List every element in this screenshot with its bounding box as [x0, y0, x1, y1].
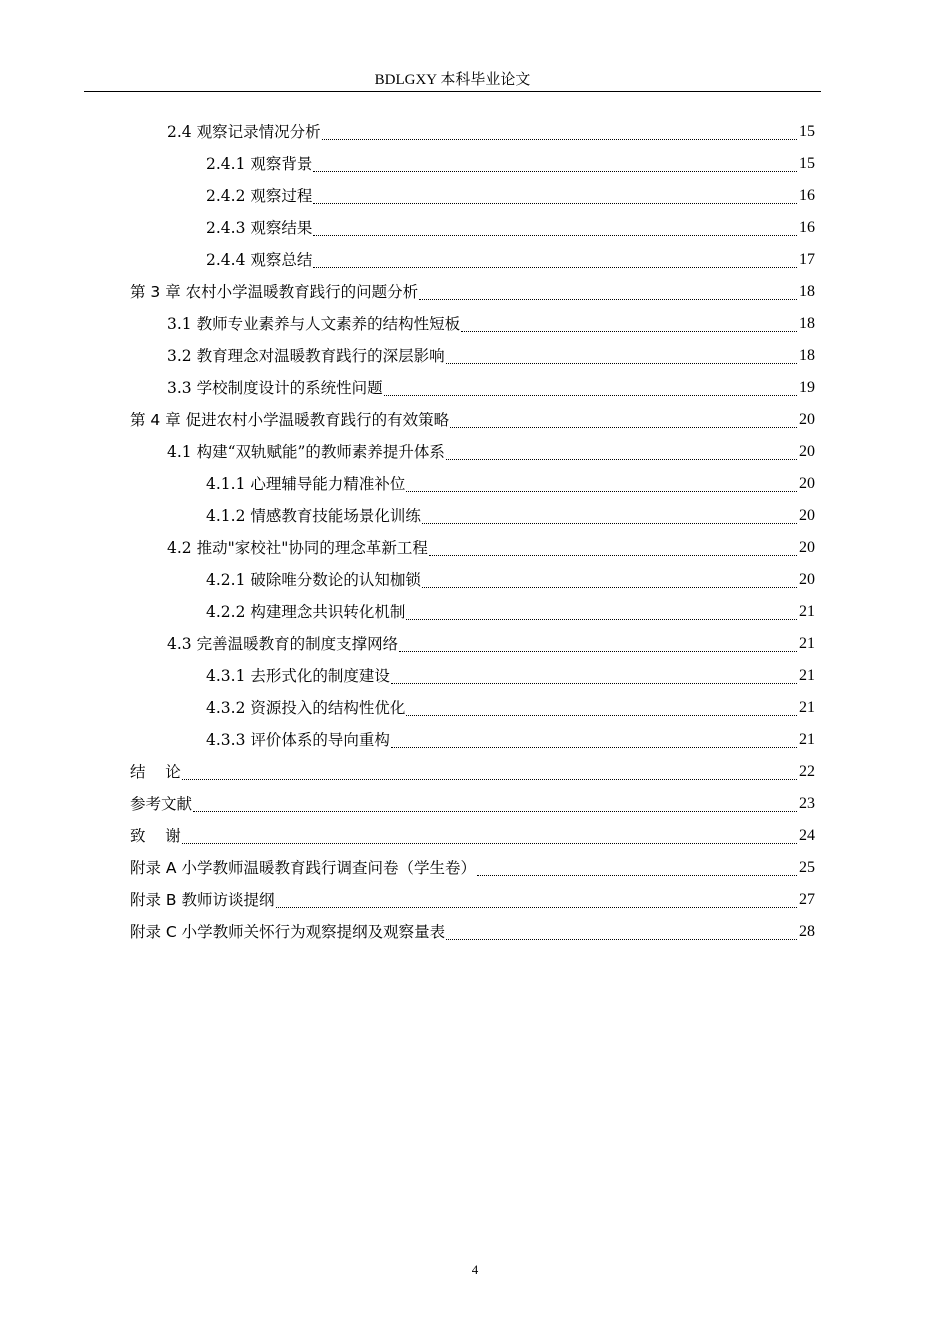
toc-entry-label: 3.3 学校制度设计的系统性问题 [167, 379, 383, 397]
toc-entry-appendix-a[interactable] [130, 852, 815, 884]
toc-entry-label: 附录 C 小学教师关怀行为观察提纲及观察量表 [130, 923, 446, 941]
toc-entry-page: 18 [799, 283, 815, 300]
toc-entry-label: 4.1.1 心理辅导能力精准补位 [206, 475, 406, 493]
toc-entry-page: 20 [799, 443, 815, 460]
toc-leader-dots [313, 180, 797, 212]
toc-entry-page: 21 [799, 603, 815, 620]
toc-entry-page: 16 [799, 187, 815, 204]
toc-entry-label: 3.1 教师专业素养与人文素养的结构性短板 [167, 315, 461, 333]
toc-entry-label: 2.4.3 观察结果 [206, 219, 313, 237]
toc-entry-label: 附录 B 教师访谈提纲 [130, 891, 275, 909]
toc-leader-dots [419, 276, 797, 308]
toc-entry-page: 25 [799, 859, 815, 876]
toc-entry-2-4-1[interactable] [206, 148, 815, 180]
toc-entry-2-4-3[interactable] [206, 212, 815, 244]
toc-entry-label: 结 论 [130, 763, 181, 781]
toc-entry-label: 4.1 构建“双轨赋能”的教师素养提升体系 [167, 443, 445, 461]
toc-entry-chapter-3[interactable] [130, 276, 815, 308]
toc-entry-appendix-b[interactable] [130, 884, 815, 916]
toc-leader-dots [450, 404, 797, 436]
toc-leader-dots [406, 596, 797, 628]
toc-entry-label: 2.4.4 观察总结 [206, 251, 313, 269]
page-number: 4 [471, 1262, 479, 1277]
toc-entry-label: 2.4.1 观察背景 [206, 155, 313, 173]
toc-entry-3-3[interactable] [167, 372, 815, 404]
toc-entry-page: 21 [799, 635, 815, 652]
toc-leader-dots [391, 724, 797, 756]
toc-leader-dots [461, 308, 797, 340]
toc-entry-4-2-2[interactable] [206, 596, 815, 628]
toc-entry-4-3-2[interactable] [206, 692, 815, 724]
toc-entry-page: 20 [799, 507, 815, 524]
toc-leader-dots [446, 436, 797, 468]
toc-entry-page: 16 [799, 219, 815, 236]
toc-entry-4-3-1[interactable] [206, 660, 815, 692]
toc-leader-dots [399, 628, 797, 660]
toc-entry-label: 参考文献 [130, 795, 193, 813]
toc-entry-label: 4.3.1 去形式化的制度建设 [206, 667, 390, 685]
toc-entry-page: 20 [799, 411, 815, 428]
toc-entry-label: 第 4 章 促进农村小学温暖教育践行的有效策略 [130, 411, 450, 429]
toc-entry-references[interactable] [130, 788, 815, 820]
toc-entry-page: 20 [799, 539, 815, 556]
toc-leader-dots [406, 692, 797, 724]
toc-entry-4-3[interactable] [167, 628, 815, 660]
toc-entry-label: 附录 A 小学教师温暖教育践行调查问卷（学生卷） [130, 859, 476, 877]
toc-leader-dots [446, 340, 797, 372]
toc-entry-page: 24 [799, 827, 815, 844]
toc-entry-2-4-4[interactable] [206, 244, 815, 276]
toc-leader-dots [422, 500, 797, 532]
toc-leader-dots [477, 852, 797, 884]
toc-leader-dots [322, 116, 797, 148]
toc-entry-label: 第 3 章 农村小学温暖教育践行的问题分析 [130, 283, 419, 301]
toc-entry-4-2[interactable] [167, 532, 815, 564]
toc-entry-page: 15 [799, 155, 815, 172]
toc-entry-page: 23 [799, 795, 815, 812]
toc-entry-3-2[interactable] [167, 340, 815, 372]
toc-entry-page: 28 [799, 923, 815, 940]
toc-leader-dots [313, 148, 797, 180]
toc-entry-conclusion[interactable] [130, 756, 815, 788]
toc-entry-label: 2.4 观察记录情况分析 [167, 123, 321, 141]
toc-entry-page: 19 [799, 379, 815, 396]
toc-entry-label: 4.3.3 评价体系的导向重构 [206, 731, 390, 749]
toc-leader-dots [313, 244, 797, 276]
toc-entry-page: 18 [799, 315, 815, 332]
toc-entry-4-1-1[interactable] [206, 468, 815, 500]
toc-entry-page: 17 [799, 251, 815, 268]
toc-entry-4-1-2[interactable] [206, 500, 815, 532]
toc-entry-label: 3.2 教育理念对温暖教育践行的深层影响 [167, 347, 445, 365]
header-divider [84, 91, 821, 92]
toc-entry-4-1[interactable] [167, 436, 815, 468]
page-header-title: BDLGXY 本科毕业论文 [374, 72, 531, 88]
toc-entry-label: 致 谢 [130, 827, 181, 845]
toc-leader-dots [429, 532, 797, 564]
toc-entry-page: 27 [799, 891, 815, 908]
toc-leader-dots [182, 820, 797, 852]
toc-entry-page: 15 [799, 123, 815, 140]
toc-leader-dots [276, 884, 798, 916]
toc-entry-acknowledgements[interactable] [130, 820, 815, 852]
toc-entry-3-1[interactable] [167, 308, 815, 340]
toc-leader-dots [313, 212, 797, 244]
toc-entry-label: 4.1.2 情感教育技能场景化训练 [206, 507, 421, 525]
toc-entry-4-2-1[interactable] [206, 564, 815, 596]
toc-leader-dots [193, 788, 797, 820]
toc-entry-page: 20 [799, 475, 815, 492]
toc-entry-page: 21 [799, 699, 815, 716]
toc-leader-dots [446, 916, 797, 948]
toc-entry-4-3-3[interactable] [206, 724, 815, 756]
toc-leader-dots [384, 372, 797, 404]
toc-entry-2-4-2[interactable] [206, 180, 815, 212]
toc-leader-dots [422, 564, 797, 596]
toc-entry-label: 4.3 完善温暖教育的制度支撑网络 [167, 635, 399, 653]
toc-entry-label: 4.2 推动"家校社"协同的理念革新工程 [167, 539, 428, 557]
toc-entry-chapter-4[interactable] [130, 404, 815, 436]
toc-entry-page: 21 [799, 667, 815, 684]
toc-leader-dots [182, 756, 797, 788]
toc-entry-page: 21 [799, 731, 815, 748]
toc-entry-label: 4.2.1 破除唯分数论的认知枷锁 [206, 571, 421, 589]
toc-entry-page: 18 [799, 347, 815, 364]
toc-entry-2-4[interactable] [167, 116, 815, 148]
toc-entry-page: 22 [799, 763, 815, 780]
toc-leader-dots [391, 660, 797, 692]
toc-entry-page: 20 [799, 571, 815, 588]
toc-entry-label: 4.2.2 构建理念共识转化机制 [206, 603, 406, 621]
toc-entry-label: 2.4.2 观察过程 [206, 187, 313, 205]
toc-entry-appendix-c[interactable] [130, 916, 815, 948]
toc-leader-dots [406, 468, 797, 500]
toc-entry-label: 4.3.2 资源投入的结构性优化 [206, 699, 406, 717]
